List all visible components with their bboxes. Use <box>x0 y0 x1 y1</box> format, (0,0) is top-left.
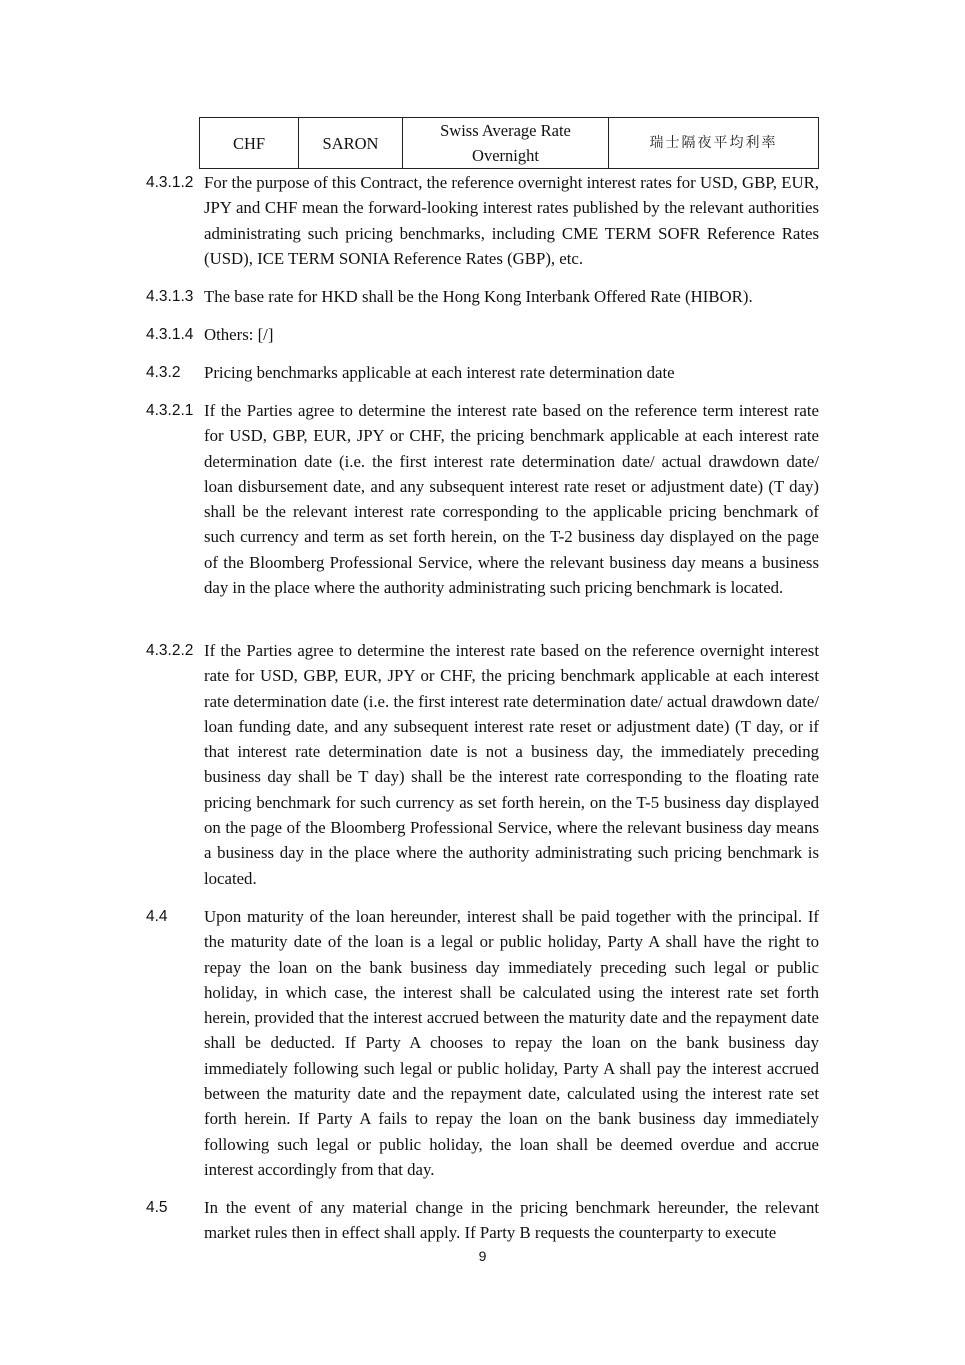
page-number: 9 <box>478 1248 487 1264</box>
clause-text: The base rate for HKD shall be the Hong Kong Interbank Offered Rate (HIBOR). <box>204 287 753 306</box>
benchmark-cell: SARON <box>299 118 403 169</box>
clause-text: For the purpose of this Contract, the reference overnight interest rates for USD, GBP, EUR, JPY and CHF mean the forward-looking interest rates published by the relevant authorities administrating such pricing benchmarks, including CME TERM SOFR Reference Rates (USD), ICE TERM SONIA Reference Rates (GBP), etc. <box>204 173 819 268</box>
currency-cell: CHF <box>200 118 299 169</box>
clause-text: Others: [/] <box>204 325 274 344</box>
clause-number: 4.3.2.1 <box>146 402 194 419</box>
benchmark-table <box>199 117 819 169</box>
clause-number: 4.3.1.3 <box>146 288 194 305</box>
clause-text: Upon maturity of the loan hereunder, interest shall be paid together with the principal. If the maturity date of the loan is a legal or public holiday, Party A shall have the right to repay the loan on the bank business day immediately preceding such legal or public holiday, in which case, the interest shall be calculated using the interest rate set forth herein, provided that the interest accrued between the maturity date and the repayment date shall be deducted. If Party A chooses to repay the loan on the bank business day immediately following such legal or public holiday, Party A shall pay the interest accrued between the maturity date and the repayment date, calculated using the interest rate set forth herein. If Party A fails to repay the loan on the bank business day immediately following such legal or public holiday, the loan shall be deemed overdue and accrue interest accordingly from that day. <box>204 907 819 1179</box>
clause-text: In the event of any material change in the pricing benchmark hereunder, the relevant market rules then in effect shall apply. If Party B requests the counterparty to execute <box>204 1198 819 1243</box>
benchmark-name-en-cell: Swiss Average Rate Overnight <box>403 118 609 169</box>
clause-number: 4.3.1.4 <box>146 326 194 343</box>
table-row <box>200 118 819 169</box>
clause-number: 4.3.2.2 <box>146 642 194 659</box>
clause-number: 4.3.2 <box>146 364 181 381</box>
clause-number: 4.4 <box>146 908 168 925</box>
clause-text: Pricing benchmarks applicable at each interest rate determination date <box>204 363 675 382</box>
clause-text: If the Parties agree to determine the interest rate based on the reference overnight interest rate for USD, GBP, EUR, JPY or CHF, the pricing benchmark applicable at each interest rate determination date (i.e. the first interest rate determination date/ actual drawdown date/ loan funding date, and any subsequent interest rate reset or adjustment date) (T day, or if that interest rate determination date is not a business day, the immediately preceding business day shall be T day) shall be the interest rate corresponding to the floating rate pricing benchmark for such currency as set forth herein, on the T-5 business day displayed on the page of the Bloomberg Professional Service, where the relevant business day means a business day in the place where the authority administrating such pricing benchmark is located. <box>204 641 819 888</box>
clause-text: If the Parties agree to determine the interest rate based on the reference term interest rate for USD, GBP, EUR, JPY or CHF, the pricing benchmark applicable at each interest rate determination date (i.e. the first interest rate determination date/ actual drawdown date/ loan disbursement date, and any subsequent interest rate reset or adjustment date) (T day) shall be the relevant interest rate corresponding to the applicable pricing benchmark of such currency and term as set forth herein, on the T-2 business day displayed on the page of the Bloomberg Professional Service, where the relevant business day means a business day in the place where the authority administrating such pricing benchmark is located. <box>204 401 819 598</box>
clause-number: 4.3.1.2 <box>146 174 194 191</box>
clause-number: 4.5 <box>146 1199 168 1216</box>
benchmark-name-zh-cell: 瑞士隔夜平均利率 <box>609 118 819 169</box>
